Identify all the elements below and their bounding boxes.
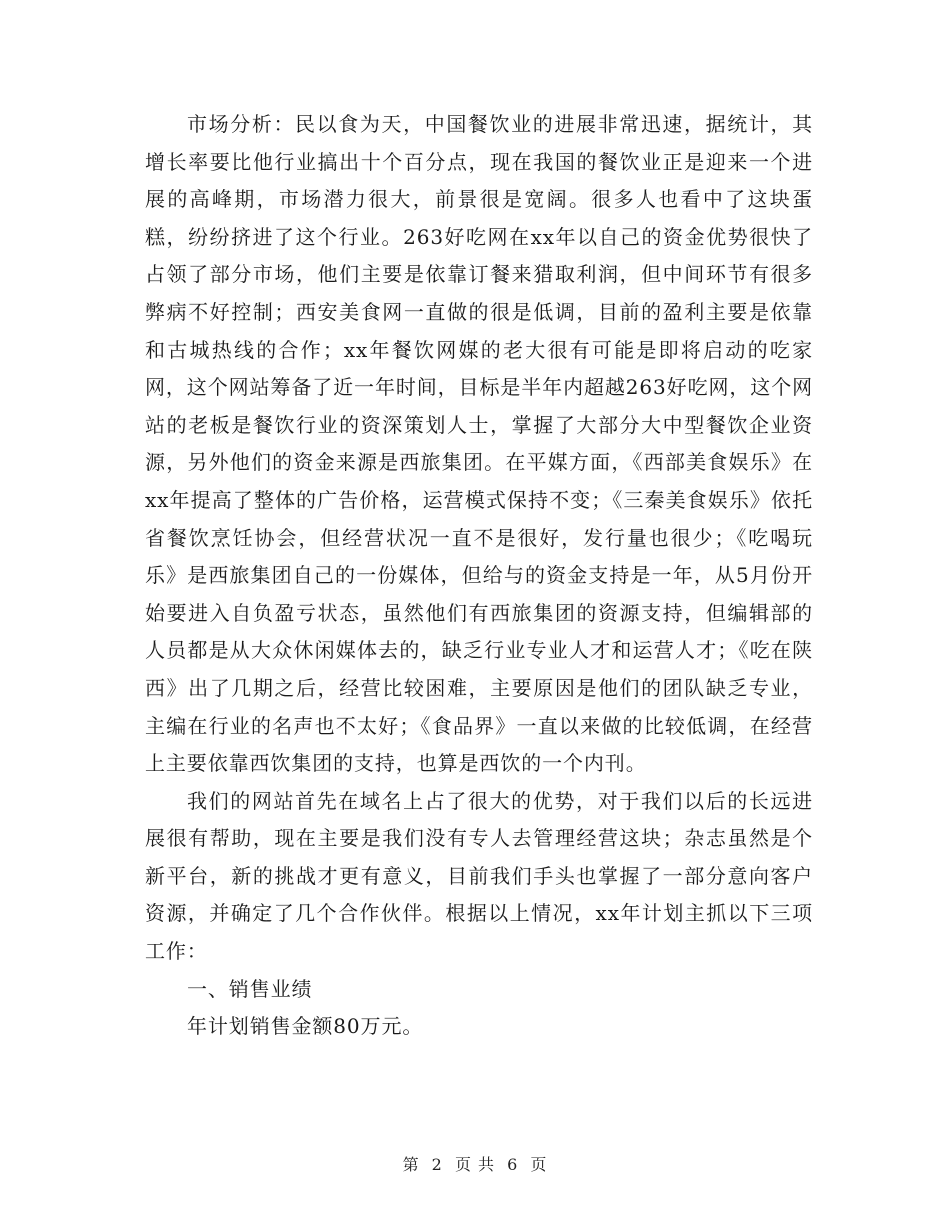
footer-total-pages: 6 <box>507 1155 519 1174</box>
paragraph-sales-target: 年计划销售金额80万元。 <box>187 1014 424 1039</box>
page-number-footer <box>0 1152 950 1175</box>
footer-middle: 页 共 <box>454 1155 496 1174</box>
footer-suffix: 页 <box>530 1155 548 1174</box>
paragraph-market-analysis: 市场分析：民以食为天，中国餐饮业的进展非常迅速，据统计，其增长率要比他行业搞出十个百分点，现在我国的餐饮业正是迎来一个进展的高峰期，市场潜力很大，前景很是宽阔。很多人也看中了这块蛋糕，纷纷挤进了这个行业。263好吃网在xx年以自己的资金优势很快了占领了部分市场，他们主要是依靠订餐来猎取利润，但中间环节有很多弊病不好控制；西安美食网一直做的很是低调，目前的盈利主要是依靠和古城热线的合作；xx年餐饮网媒的老大很有可能是即将启动的吃家网，这个网站筹备了近一年时间，目标是半年内超越263好吃网，这个网站的老板是餐饮行业的资深策划人士，掌握了大部分大中型餐饮企业资源，另外他们的资金来源是西旅集团。在平媒方面，《西部美食娱乐》在xx年提高了整体的广告价格，运营模式保持不变；《三秦美食娱乐》依托省餐饮烹饪协会，但经营状况一直不是很好，发行量也很少；《吃喝玩乐》是西旅集团自己的一份媒体，但给与的资金支持是一年，从5月份开始要进入自负盈亏状态，虽然他们有西旅集团的资源支持，但编辑部的人员都是从大众休闲媒体去的，缺乏行业专业人才和运营人才；《吃在陕西》出了几期之后，经营比较困难，主要原因是他们的团队缺乏专业，主编在行业的名声也不太好；《食品界》一直以来做的比较低调，在经营上主要依靠西饮集团的支持，也算是西饮的一个内刊。 <box>145 112 813 776</box>
section-heading-sales: 一、销售业绩 <box>187 976 313 1001</box>
footer-current-page: 2 <box>431 1155 443 1174</box>
document-body <box>145 106 813 1046</box>
paragraph-website-advantage: 我们的网站首先在域名上占了很大的优势，对于我们以后的长远进展很有帮助，现在主要是我们没有专人去管理经营这块；杂志虽然是个新平台，新的挑战才更有意义，目前我们手头也掌握了一部分意向客户资源，并确定了几个合作伙伴。根据以上情况，xx年计划主抓以下三项工作： <box>145 788 813 964</box>
footer-prefix: 第 <box>402 1155 420 1174</box>
